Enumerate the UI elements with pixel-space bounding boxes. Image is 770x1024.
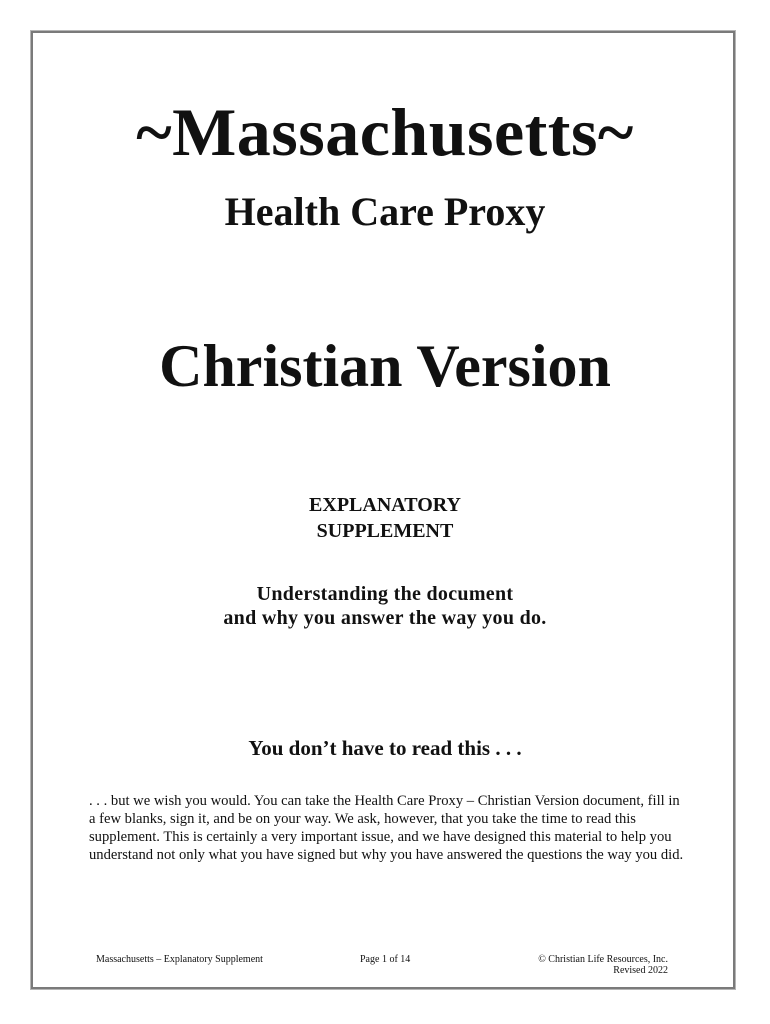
understanding-line: and why you answer the way you do. — [223, 607, 547, 629]
intro-paragraph: . . . but we wish you would. You can take the Health Care Proxy – Christian Version document, fill in a few blanks, sign it, and be on your way. We ask, however, that you take the time to read this supplement. This is certainly a very important issue, and we have designed this material to help you understand not only what you have signed but why you have answered the questions the way you did. — [89, 793, 684, 863]
footer-copyright-line: © Christian Life Resources, Inc. — [538, 954, 668, 965]
document-subtitle: Health Care Proxy — [224, 189, 546, 234]
read-heading: You don’t have to read this . . . — [248, 736, 522, 760]
footer-revision-line: Revised 2022 — [613, 965, 668, 976]
understanding-line: Understanding the document — [256, 583, 514, 605]
footer-copyright — [538, 954, 668, 976]
document-title: ~Massachusetts~ — [136, 94, 634, 170]
supplement-line: SUPPLEMENT — [316, 520, 454, 542]
supplement-line: EXPLANATORY — [309, 494, 461, 516]
footer-page-number: Page 1 of 14 — [360, 954, 411, 965]
footer-document-name: Massachusetts – Explanatory Supplement — [96, 954, 263, 965]
supplement-heading — [0, 492, 770, 544]
understanding-subheading — [0, 582, 770, 630]
version-heading: Christian Version — [159, 333, 611, 399]
